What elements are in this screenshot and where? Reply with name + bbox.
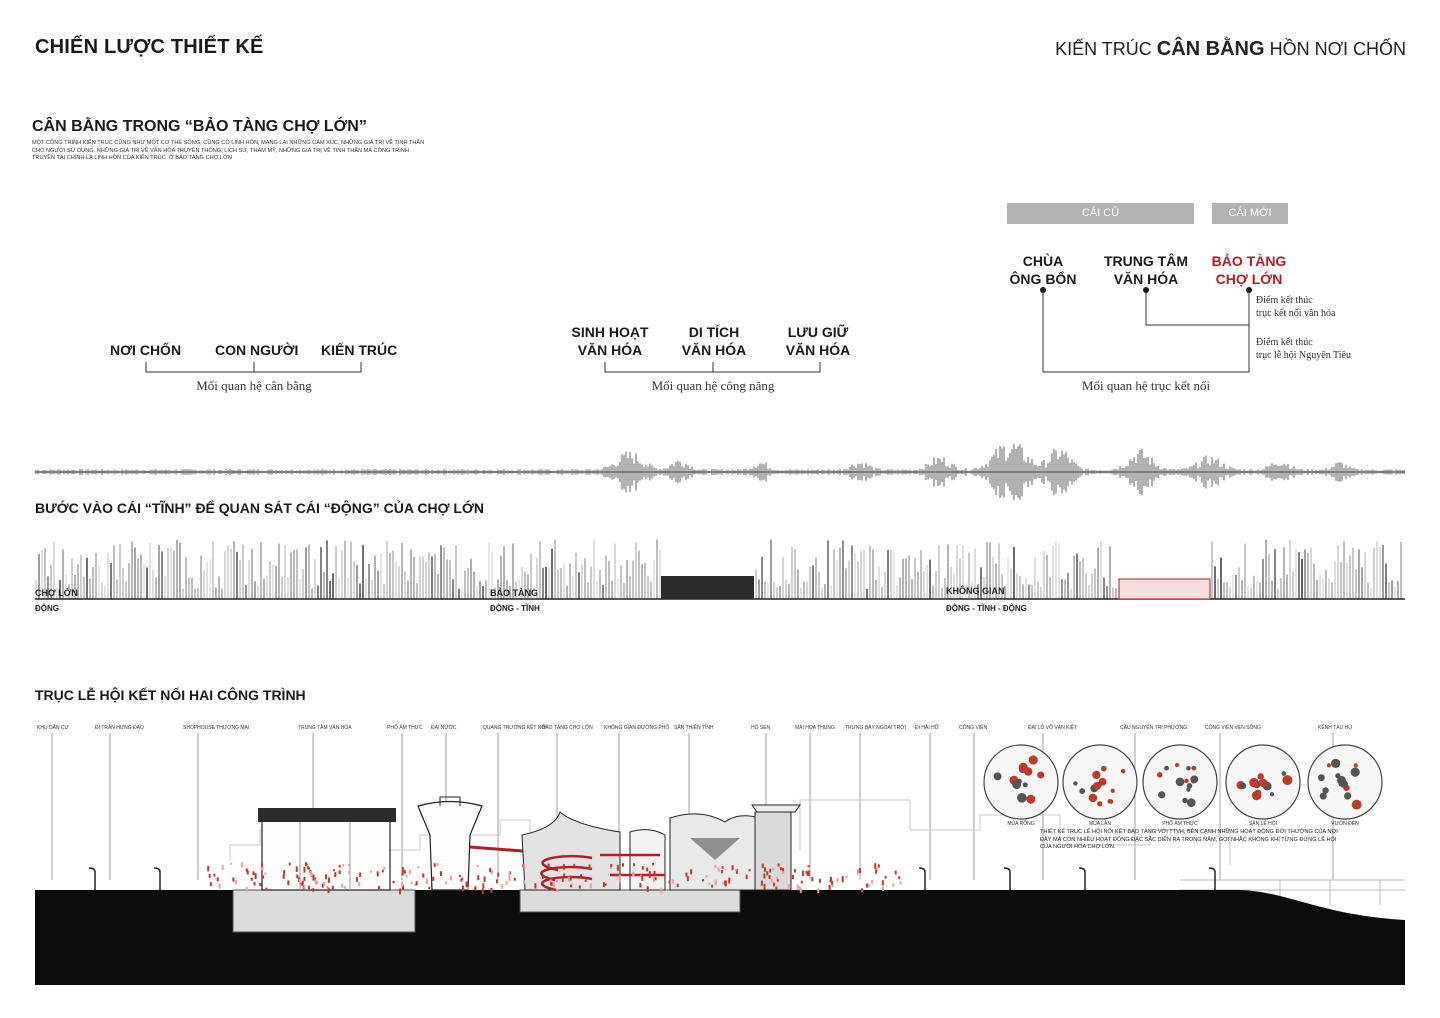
- vignette-label: MÚA LÂN: [1089, 821, 1111, 827]
- caption-balance: Mối quan hệ cân bằng: [196, 378, 312, 393]
- node-di-tich: DI TÍCH VĂN HÓA: [681, 324, 747, 358]
- section-label: ĐI HẢI HỮ: [915, 725, 939, 731]
- section-label: ĐÀI NƯỚC: [431, 725, 457, 731]
- festival-description: THIẾT KẾ TRỤC LỄ HỘI NỐI KẾT BẢO TÀNG VỚI TTVH, BÊN CẠNH NHỮNG HOẠT ĐỘNG ĐỜI THƯỜNG CỦA NƠI ĐÂY MÀ CÒN NHIỀU HOẠT ĐỘNG ĐẶC SẮC DIỄN RA TRONG NĂM, GỢI NHẮC KHÔNG KHÍ TỪNG ĐỪNG LỄ HỘI CỦA NGƯỜI HOA CHỢ LỚN.: [1040, 829, 1338, 851]
- section-label: TRƯNG BÀY NGOÀI TRỜI: [845, 725, 906, 731]
- section-label: SÂN THIỀN TỈNH: [674, 725, 714, 731]
- section-heading-festival-axis: TRỤC LỄ HỘI KẾT NỐI HAI CÔNG TRÌNH: [35, 687, 306, 703]
- node-noi-chon: NƠI CHỐN: [110, 342, 182, 358]
- section-label: TRUNG TÂM VĂN HÓA: [298, 725, 352, 731]
- vignette-label: PHỐ ẨM THỰC: [1162, 821, 1198, 827]
- skyline-label-bao-tang: BẢO TÀNG: [490, 588, 538, 598]
- festival-vignettes: [984, 745, 1382, 819]
- section-label: KHÔNG GIAN ĐƯỜNG PHỐ: [604, 725, 670, 731]
- tagline-pre: KIẾN TRÚC: [1055, 39, 1157, 59]
- section-label: SHOPHOUSE THƯƠNG MẠI: [183, 725, 250, 731]
- skyline-label-khong-gian: KHÔNG GIAN: [946, 586, 1005, 596]
- node-chua-ong-bon: CHÙA ÔNG BỔN: [1009, 253, 1077, 287]
- section-label: CẦU NGUYỄN TRI PHƯƠNG: [1120, 725, 1188, 731]
- section-heading-static-dynamic: BƯỚC VÀO CÁI “TĨNH” ĐỂ QUAN SÁT CÁI “ĐỘNG” CỦA CHỢ LỚN: [35, 500, 485, 516]
- vignette-label: MÚA RỒNG: [1007, 821, 1035, 827]
- axis-connections: [1043, 290, 1249, 372]
- intro-paragraph: MỘT CÔNG TRÌNH KIẾN TRÚC CŨNG NHƯ MỘT CƠ THỂ SỐNG, CŨNG CÓ LINH HỒN, MANG LẠI NHỮNG CẢM XÚC, NHỮNG GIÁ TRỊ VỀ TINH THẦN CHO NGƯỜI SỬ DỤNG. NHỮNG GIÁ TRỊ VỀ VĂN HÓA TRUYỀN THỐNG, LỊCH SỬ, THẨM MỸ, NHỮNG GIÁ TRỊ VỀ TINH THẦN MÀ CÔNG TRÌNH TRUYỀN TẢI CHÍNH LÀ LINH HỒN CỦA KIẾN TRÚC. Ở BẢO TÀNG CHỢ LỚN: [32, 140, 425, 162]
- caption-function: Mối quan hệ công năng: [651, 378, 775, 393]
- section-label: BẢO TÀNG CHỢ LỚN: [542, 725, 593, 731]
- section-label: CÔNG VIÊN VEN SÔNG: [1205, 725, 1261, 731]
- section-label: MÁI HOA THỤNG: [795, 725, 835, 731]
- section-label: HỒ SEN: [751, 725, 771, 731]
- section-label: QUẢNG TRƯỜNG KẾT NỐI: [483, 725, 547, 731]
- node-luu-giu: LƯU GIỮ VĂN HÓA: [785, 324, 851, 358]
- section-label: PHỐ ẨM THỰC: [387, 725, 423, 731]
- node-trung-tam: TRUNG TÂM VĂN HÓA: [1104, 253, 1188, 287]
- skyline-sub-khong-gian: ĐỘNG - TĨNH - ĐỘNG: [946, 604, 1027, 613]
- node-bao-tang: BẢO TÀNG CHỢ LỚN: [1211, 253, 1287, 287]
- tagline-bold: CÂN BẰNG: [1156, 38, 1265, 60]
- tag-old: CÁI CŨ: [1007, 203, 1194, 224]
- vignette-label: VƯỜN ĐÈN: [1331, 821, 1359, 827]
- node-sinh-hoat: SINH HOẠT VĂN HÓA: [571, 324, 649, 358]
- section-label: ĐẠI LỘ VÕ VĂN KIỆT: [1028, 725, 1078, 731]
- tag-new: CÁI MỚI: [1212, 203, 1288, 224]
- skyline-label-cho-lon: CHỢ LỚN: [35, 588, 78, 598]
- museum-block: [661, 576, 754, 599]
- section-label: ĐI TRẦN HƯNG ĐẠO: [95, 725, 144, 731]
- node-kien-truc: KIẾN TRÚC: [321, 342, 398, 358]
- caption-axis: Mối quan hệ trục kết nối: [1081, 378, 1211, 393]
- annotation-festival-axis: Điểm kết thúc trục lễ hội Nguyên Tiêu: [1256, 337, 1351, 361]
- skyline-sub-cho-lon: ĐỘNG: [35, 604, 59, 613]
- annotation-cultural-axis: Điểm kết thúc trục kết nối văn hóa: [1256, 295, 1336, 319]
- vignette-label: SÂN LỄ HỘI: [1248, 821, 1278, 827]
- page-title: CHIẾN LƯỢC THIẾT KẾ: [35, 36, 264, 58]
- tagline-post: HỒN NƠI CHỐN: [1264, 39, 1406, 59]
- section-label: CÔNG VIÊN: [959, 725, 988, 731]
- space-block: [1119, 579, 1210, 599]
- section-label: KÊNH TÀU HỦ: [1318, 725, 1352, 731]
- node-con-nguoi: CON NGƯỜI: [215, 342, 299, 358]
- balance-bracket: [146, 362, 361, 372]
- skyline-sub-bao-tang: ĐỘNG - TĨNH: [490, 604, 540, 613]
- section-heading-balance: CÂN BẰNG TRONG “BẢO TÀNG CHỢ LỚN”: [32, 118, 367, 135]
- function-bracket: [605, 362, 820, 372]
- section-label: KHU DÂN CƯ: [37, 725, 69, 731]
